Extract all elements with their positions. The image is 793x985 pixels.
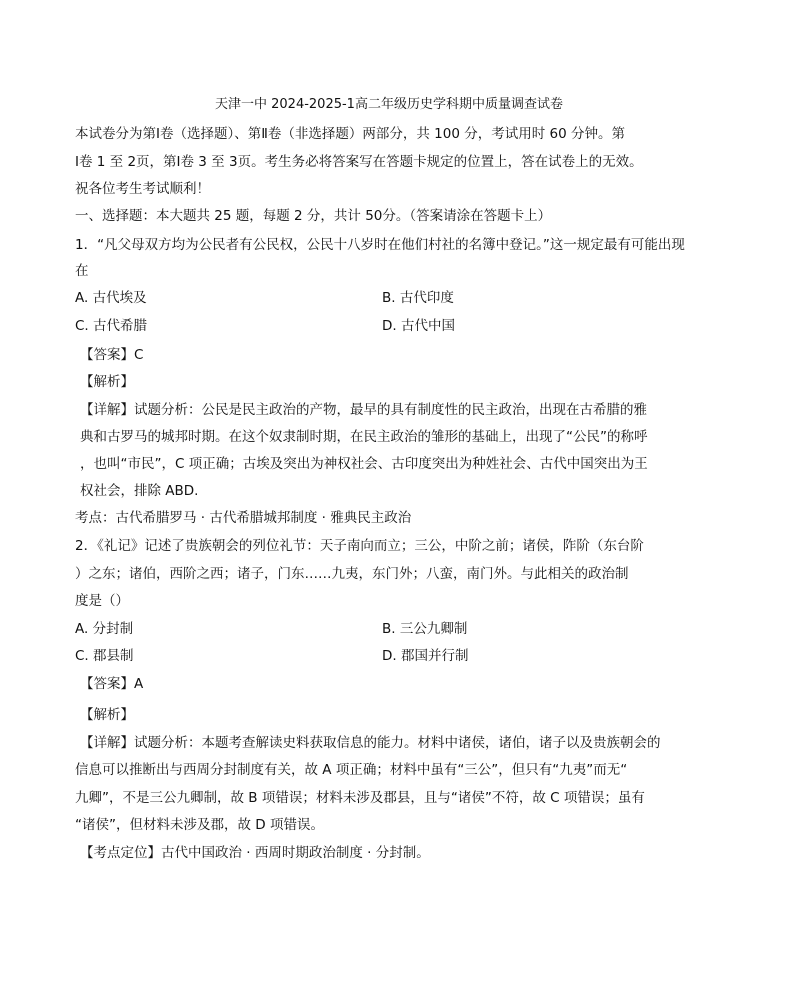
- q2-kaodian: 【考点定位】古代中国政治 · 西周时期政治制度 · 分封制。: [80, 845, 430, 861]
- q1-option-c: C. 古代希腊: [75, 318, 148, 334]
- section-header: 一、选择题：本大题共 25 题，每题 2 分，共计 50分。（答案请涂在答题卡上）: [75, 208, 552, 224]
- q2-option-b: B. 三公九卿制: [382, 621, 468, 637]
- q1-kaodian: 考点：古代希腊罗马 · 古代希腊城邦制度 · 雅典民主政治: [75, 510, 412, 526]
- q1-stem-line-2: 在: [75, 263, 89, 279]
- q2-detail-line-3: 九卿”，不是三公九卿制，故 B 项错误；材料未涉及郡县，且与“诸侯”不符，故 C 项错误；虽有: [75, 790, 645, 806]
- intro-line-3: 祝各位考生考试顺利！: [75, 181, 210, 197]
- intro-line-2: Ⅰ卷 1 至 2页，第Ⅰ卷 3 至 3页。考生务必将答案写在答题卡规定的位置上，答在试卷上的无效。: [75, 154, 643, 170]
- q2-stem-line-2: ）之东；诸伯，西阶之西；诸子，门东……九夷，东门外；八蛮，南门外。与此相关的政治制: [75, 566, 629, 582]
- exam-title: 天津一中 2024-2025-1高二年级历史学科期中质量调查试卷: [215, 97, 563, 112]
- q1-answer: 【答案】C: [80, 347, 144, 363]
- q2-stem-line-3: 度是（）: [75, 593, 129, 609]
- q1-detail-line-2: 典和古罗马的城邦时期。在这个奴隶制时期，在民主政治的雏形的基础上，出现了“公民”的称呼: [80, 429, 648, 445]
- q2-stem-line-1: 2．《礼记》记述了贵族朝会的列位礼节：天子南向而立；三公，中阶之前；诸侯，阼阶（东台阶: [75, 538, 644, 554]
- q1-option-a: A. 古代埃及: [75, 290, 147, 306]
- q2-option-c: C. 郡县制: [75, 648, 134, 664]
- q1-option-b: B. 古代印度: [382, 290, 454, 306]
- q1-detail-line-3: ，也叫“市民”，C 项正确；古埃及突出为神权社会、古印度突出为种姓社会、古代中国突出为王: [80, 456, 648, 472]
- q2-option-d: D. 郡国并行制: [382, 648, 469, 664]
- q2-analysis-label: 【解析】: [80, 707, 134, 723]
- q2-detail-line-1: 【详解】试题分析：本题考查解读史料获取信息的能力。材料中诸侯，诸伯，诸子以及贵族朝会的: [80, 735, 661, 751]
- q2-option-a: A. 分封制: [75, 621, 134, 637]
- q1-detail-line-1: 【详解】试题分析：公民是民主政治的产物，最早的具有制度性的民主政治，出现在古希腊的雅: [80, 402, 647, 418]
- intro-line-1: 本试卷分为第Ⅰ卷（选择题）、第Ⅱ卷（非选择题）两部分，共 100 分，考试用时 60 分钟。第: [75, 126, 625, 142]
- q2-detail-line-2: 信息可以推断出与西周分封制度有关，故 A 项正确；材料中虽有“三公”，但只有“九夷”而无“: [75, 762, 628, 778]
- q2-detail-line-4: “诸侯”，但材料未涉及郡，故 D 项错误。: [75, 817, 324, 833]
- q1-analysis-label: 【解析】: [80, 374, 134, 390]
- q1-option-d: D. 古代中国: [382, 318, 455, 334]
- q1-detail-line-4: 权社会，排除 ABD.: [80, 483, 199, 499]
- q1-stem-line-1: 1．“凡父母双方均为公民者有公民权，公民十八岁时在他们村社的名簿中登记。”这一规定最有可能出现: [75, 237, 685, 253]
- q2-answer: 【答案】A: [80, 676, 144, 692]
